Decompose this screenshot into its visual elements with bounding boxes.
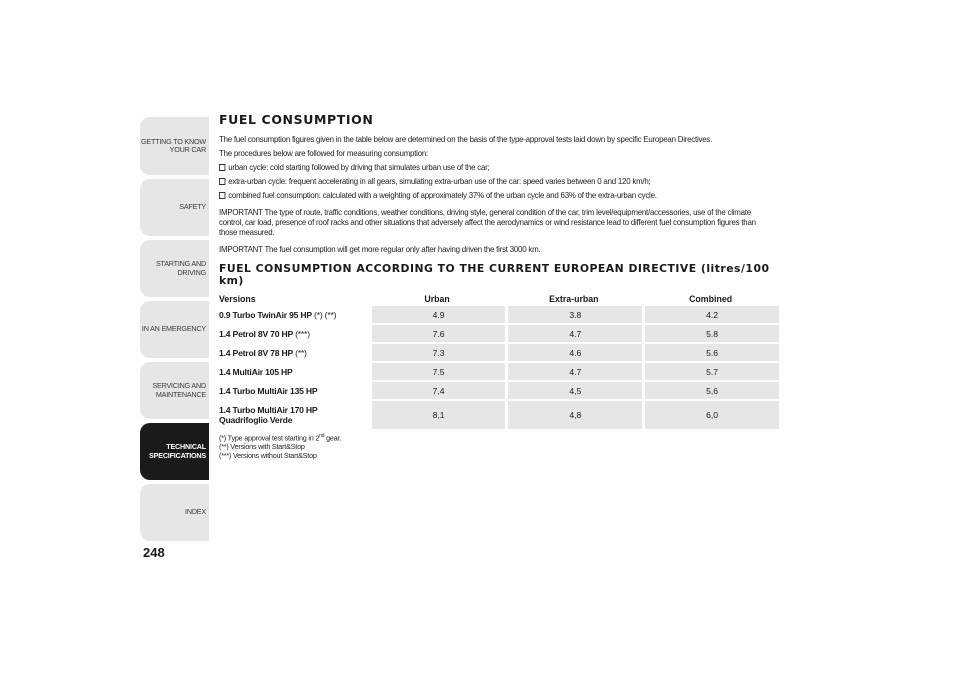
version-cell [219,363,369,382]
tab-label: SAFETY [179,202,206,212]
extra-urban-cell: 4.6 [505,344,642,363]
version-cell [219,401,369,431]
tab-label: TECHNICAL SPECIFICATIONS [149,442,206,460]
tab-label: IN AN EMERGENCY [141,324,206,334]
table-row [219,363,779,382]
version-note: (**) [295,347,307,358]
version-name: 0.9 Turbo TwinAir 95 HP [219,309,312,320]
footnote-3: (***) Versions without Start&Stop [219,451,317,461]
bullet-combined [219,190,775,200]
intro-paragraph: The fuel consumption figures given in the table below are determined on the basis of the type-approval tests laid down by specific European Directives. [219,134,713,144]
urban-cell: 4.9 [369,306,506,325]
tab-getting-to-know-your-car[interactable] [140,117,209,175]
tab-label: SERVICING AND MAINTENANCE [152,381,206,399]
version-name: 1.4 Turbo MultiAir 170 HP Quadrifoglio Verde [219,405,318,425]
version-cell [219,306,369,325]
extra-urban-cell: 3.8 [505,306,642,325]
table-row [219,344,779,363]
version-note: (***) [295,328,310,339]
version-name: 1.4 Petrol 8V 70 HP [219,328,293,339]
combined-cell: 5,6 [642,382,779,401]
bullet-text: urban cycle: cold starting followed by driving that simulates urban use of the car; [228,162,490,172]
version-cell [219,382,369,401]
tab-label: INDEX [185,507,206,517]
important-note-1: IMPORTANT The type of route, traffic conditions, weather conditions, driving style, general condition of the car, trim level/equipment/accessories, use of the climate control, car load, presence of roof racks and other situations that adversely affect the aerodynamics or wind resistance lead to different fuel consumption figures than those measured. [219,207,756,237]
table-title: FUEL CONSUMPTION ACCORDING TO THE CURRENT EUROPEAN DIRECTIVE (litres/100 km) [219,262,770,287]
header-urban: Urban [424,294,450,304]
urban-cell: 7.3 [369,344,506,363]
version-name: 1.4 Turbo MultiAir 135 HP [219,385,318,396]
combined-cell: 5.6 [642,344,779,363]
tab-starting-and-driving[interactable] [140,240,209,297]
table-row [219,325,779,344]
header-extra-urban: Extra-urban [549,294,599,304]
tab-label: GETTING TO KNOW YOUR CAR [140,136,206,154]
version-name: 1.4 Petrol 8V 78 HP [219,347,293,358]
extra-urban-cell: 4,8 [505,401,642,431]
procedures-intro: The procedures below are followed for measuring consumption: [219,148,429,158]
extra-urban-cell: 4.7 [505,325,642,344]
version-note: (*) (**) [314,309,337,320]
table-row [219,382,779,401]
table-footnotes [219,432,779,460]
bullet-urban [219,162,775,172]
version-name: 1.4 MultiAir 105 HP [219,366,293,377]
bullet-text: extra-urban cycle: frequent accelerating in all gears, simulating extra-urban use of the car: speed varies between 0 and 120 km/h; [228,176,651,186]
tab-in-an-emergency[interactable] [140,301,209,358]
tab-servicing-and-maintenance[interactable] [140,362,209,419]
table-header-row [219,292,779,306]
urban-cell: 7.5 [369,363,506,382]
checkbox-bullet-icon [219,178,225,185]
bullet-text: combined fuel consumption: calculated with a weighting of approximately 37% of the urban cycle and 63% of the extra-urban cycle. [228,190,657,200]
section-title: FUEL CONSUMPTION [219,112,374,127]
tab-safety[interactable] [140,179,209,236]
tab-index[interactable] [140,484,209,541]
version-cell [219,344,369,363]
footnote-2: (**) Versions with Start&Stop [219,442,305,452]
urban-cell: 7,4 [369,382,506,401]
checkbox-bullet-icon [219,164,225,171]
footnote-superscript: nd [319,433,325,439]
fuel-consumption-table [219,292,779,431]
footnote-1 [219,432,779,442]
chapter-sidebar [140,117,209,545]
version-cell [219,325,369,344]
extra-urban-cell: 4,5 [505,382,642,401]
important-note-2: IMPORTANT The fuel consumption will get more regular only after having driven the first 3000 km. [219,244,541,254]
header-combined: Combined [689,294,733,304]
combined-cell: 4.2 [642,306,779,325]
tab-label: STARTING AND DRIVING [155,259,206,277]
extra-urban-cell: 4.7 [505,363,642,382]
urban-cell: 7.6 [369,325,506,344]
footnote-text: gear. [324,433,342,443]
table-row [219,401,779,431]
combined-cell: 5.8 [642,325,779,344]
urban-cell: 8,1 [369,401,506,431]
page-number: 248 [143,545,165,560]
main-content [219,112,779,460]
footnote-text: (*) Type approval test starting in 2 [219,433,320,443]
checkbox-bullet-icon [219,192,225,199]
combined-cell: 5.7 [642,363,779,382]
tab-technical-specifications[interactable] [140,423,209,480]
combined-cell: 6,0 [642,401,779,431]
table-row [219,306,779,325]
header-versions: Versions [219,294,256,304]
bullet-extra-urban [219,176,775,186]
